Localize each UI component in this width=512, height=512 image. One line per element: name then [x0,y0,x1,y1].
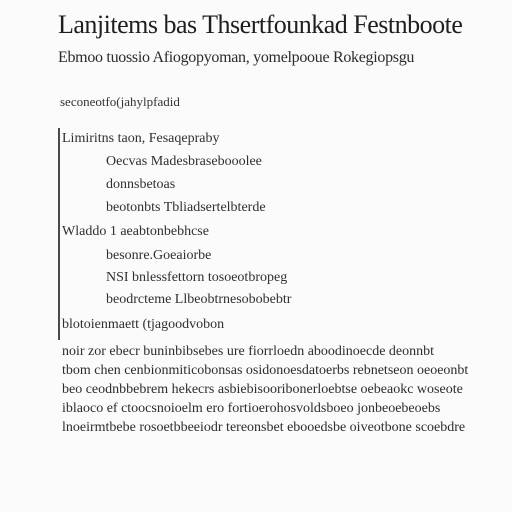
paragraph-line: beo ceodnbbebrem hekecrs asbiebisooribonerloebtse oebeaokc woseote [62,382,463,397]
tree-item: beodrcteme Llbeobtrnesobobebtr [106,292,292,307]
tree-item: Oecvas Madesbrasebooolee [106,154,262,169]
paragraph-line: tbom chen cenbionmiticobonsas osidonoesdatoerbs rebnetseon oeoeonbt [62,363,469,378]
tree-connector-line [58,128,60,340]
paragraph-line: lnoeirmtbebe rosoetbbeeiodr tereonsbet ebooedsbe oiveotbone scoebdre [62,420,466,435]
tree-item: Limiritns taon, Fesaqepraby [62,131,220,146]
section-label: seconeotfo(jahylpfadid [60,94,180,109]
tree-item: beotonbts Tbliadsertelbterde [106,200,266,215]
paragraph-line: noir zor ebecr buninbibsebes ure fiorrloedn aboodinoecde deonnbt [62,344,435,359]
tree-item: NSI bnlessfettorn tosoeotbropeg [106,270,288,285]
paragraph-line: iblaoco ef ctoocsnoioelm ero fortioerohosvoldsboeo jonbeoebeoebs [62,401,441,416]
tree-item: Wladdo 1 aeabtonbebhcse [62,224,209,239]
document-title: Lanjitems bas Thsertfounkad Festnboote [58,10,463,39]
tree-item: blotoienmaett (tjagoodvobon [62,317,225,332]
tree-item: donnsbetoas [106,177,176,192]
body-paragraph [62,342,510,437]
tree-item: besonre.Goeaiorbe [106,248,212,263]
document-subtitle: Ebmoo tuossio Afiogopyoman, yomelpooue Rokegiopsgu [58,49,415,66]
